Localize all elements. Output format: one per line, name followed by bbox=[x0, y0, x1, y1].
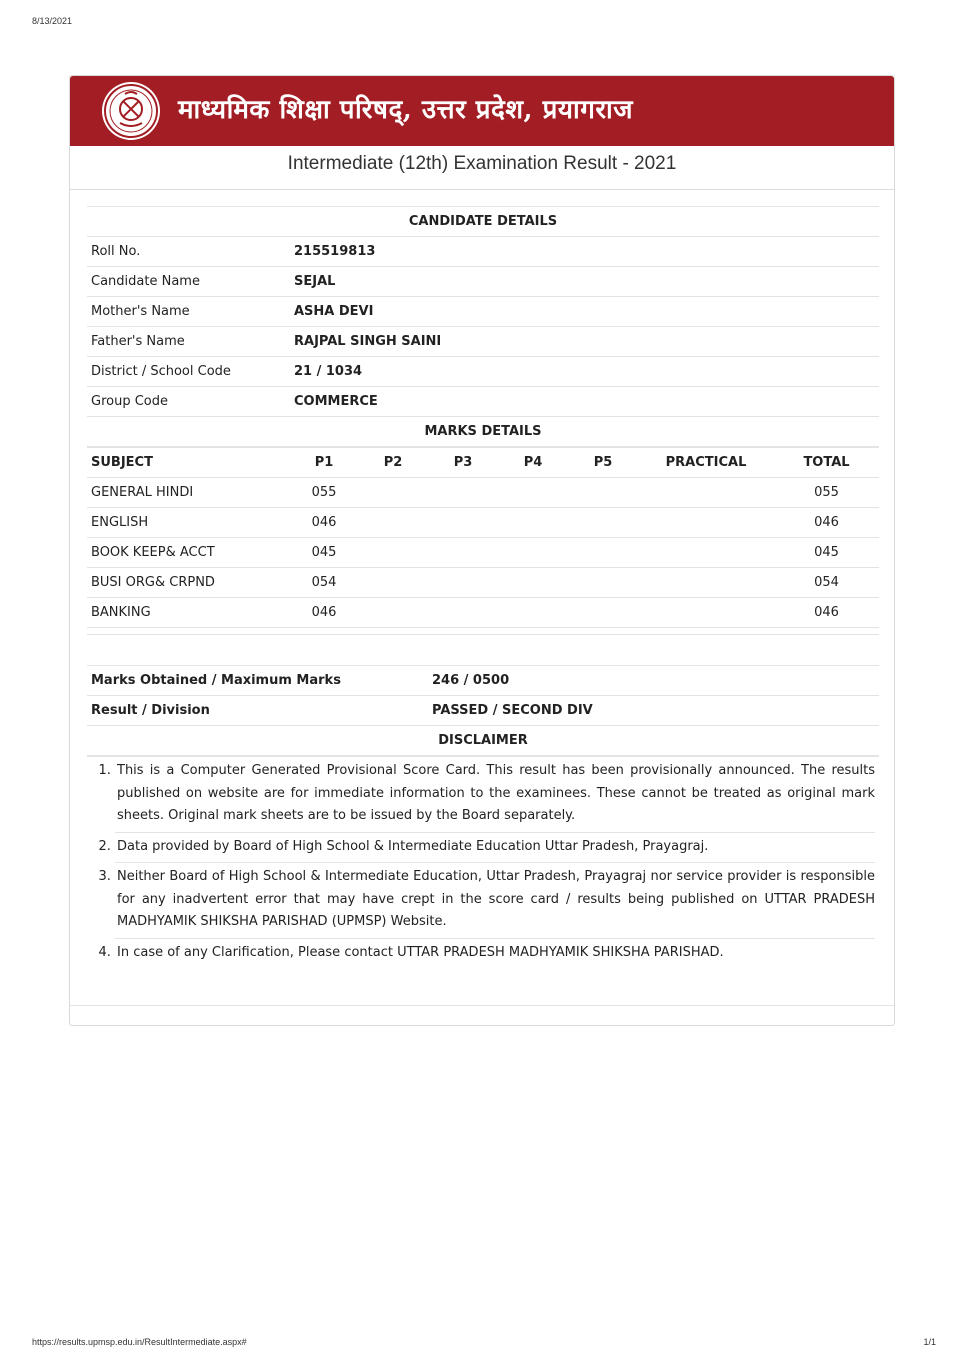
table-row bbox=[87, 508, 879, 538]
p2-cell bbox=[358, 538, 428, 568]
p3-cell bbox=[428, 478, 498, 508]
list-item: 1. This is a Computer Generated Provisional Score Card. This result has been provisionally announced. The results published on website are for immediate information to the examinees. These cannot be treated as original mark sheets. Original mark sheets are to be issued by the Board separately. bbox=[115, 757, 875, 833]
practical-cell bbox=[638, 598, 774, 628]
marks-obtained-value: 246 / 0500 bbox=[428, 666, 879, 696]
practical-cell bbox=[638, 478, 774, 508]
marks-obtained-row bbox=[87, 666, 879, 696]
p1-cell: 046 bbox=[290, 598, 358, 628]
result-value: PASSED / SECOND DIV bbox=[428, 696, 879, 726]
list-item: 2. Data provided by Board of High School & Intermediate Education Uttar Pradesh, Prayagraj. bbox=[115, 833, 875, 864]
candidate-name-label: Candidate Name bbox=[87, 267, 290, 297]
p1-cell: 045 bbox=[290, 538, 358, 568]
p4-cell bbox=[498, 478, 568, 508]
table-row bbox=[87, 478, 879, 508]
subject-cell: BANKING bbox=[87, 598, 290, 628]
summary-table bbox=[87, 666, 879, 726]
result-content bbox=[87, 206, 879, 968]
practical-cell bbox=[638, 568, 774, 598]
group-code-label: Group Code bbox=[87, 387, 290, 417]
detail-row bbox=[87, 387, 879, 417]
p1-cell: 046 bbox=[290, 508, 358, 538]
candidate-details-heading: CANDIDATE DETAILS bbox=[87, 207, 879, 237]
p2-cell bbox=[358, 568, 428, 598]
total-cell: 055 bbox=[774, 478, 879, 508]
col-p1: P1 bbox=[290, 448, 358, 478]
marks-details-heading: MARKS DETAILS bbox=[87, 417, 879, 447]
col-p4: P4 bbox=[498, 448, 568, 478]
divider bbox=[87, 634, 879, 666]
father-name-label: Father's Name bbox=[87, 327, 290, 357]
detail-row bbox=[87, 327, 879, 357]
col-subject: SUBJECT bbox=[87, 448, 290, 478]
detail-row bbox=[87, 357, 879, 387]
p5-cell bbox=[568, 508, 638, 538]
table-row bbox=[87, 568, 879, 598]
print-page-number: 1/1 bbox=[923, 1337, 936, 1347]
list-item: 3. Neither Board of High School & Intermediate Education, Uttar Pradesh, Prayagraj nor service provider is responsible for any inadvertent error that may have crept in the score card / results being published on UTTAR PRADESH MADHYAMIK SHIKSHA PARISHAD (UPMSP) Website. bbox=[115, 863, 875, 939]
col-practical: PRACTICAL bbox=[638, 448, 774, 478]
detail-row bbox=[87, 297, 879, 327]
table-row bbox=[87, 598, 879, 628]
p5-cell bbox=[568, 478, 638, 508]
practical-cell bbox=[638, 538, 774, 568]
result-label: Result / Division bbox=[87, 696, 428, 726]
p2-cell bbox=[358, 598, 428, 628]
total-cell: 046 bbox=[774, 598, 879, 628]
marks-header-row bbox=[87, 448, 879, 478]
col-total: TOTAL bbox=[774, 448, 879, 478]
p3-cell bbox=[428, 598, 498, 628]
p2-cell bbox=[358, 478, 428, 508]
col-p5: P5 bbox=[568, 448, 638, 478]
marks-obtained-label: Marks Obtained / Maximum Marks bbox=[87, 666, 428, 696]
p1-cell: 054 bbox=[290, 568, 358, 598]
up-state-emblem-icon bbox=[102, 82, 160, 140]
p4-cell bbox=[498, 568, 568, 598]
p4-cell bbox=[498, 598, 568, 628]
group-code-value: COMMERCE bbox=[290, 387, 879, 417]
subject-cell: GENERAL HINDI bbox=[87, 478, 290, 508]
disclaimer-list bbox=[87, 757, 879, 968]
practical-cell bbox=[638, 508, 774, 538]
p3-cell bbox=[428, 508, 498, 538]
col-p2: P2 bbox=[358, 448, 428, 478]
roll-no-value: 215519813 bbox=[290, 237, 879, 267]
detail-row bbox=[87, 237, 879, 267]
total-cell: 054 bbox=[774, 568, 879, 598]
total-cell: 046 bbox=[774, 508, 879, 538]
table-row bbox=[87, 538, 879, 568]
candidate-details-table bbox=[87, 206, 879, 447]
detail-row bbox=[87, 267, 879, 297]
p3-cell bbox=[428, 538, 498, 568]
mother-name-value: ASHA DEVI bbox=[290, 297, 879, 327]
subject-cell: BOOK KEEP& ACCT bbox=[87, 538, 290, 568]
candidate-name-value: SEJAL bbox=[290, 267, 879, 297]
board-banner bbox=[70, 76, 894, 146]
subject-cell: BUSI ORG& CRPND bbox=[87, 568, 290, 598]
marks-table bbox=[87, 447, 879, 628]
mother-name-label: Mother's Name bbox=[87, 297, 290, 327]
p5-cell bbox=[568, 538, 638, 568]
roll-no-label: Roll No. bbox=[87, 237, 290, 267]
father-name-value: RAJPAL SINGH SAINI bbox=[290, 327, 879, 357]
list-item: 4. In case of any Clarification, Please contact UTTAR PRADESH MADHYAMIK SHIKSHA PARISHAD. bbox=[115, 939, 875, 969]
school-code-value: 21 / 1034 bbox=[290, 357, 879, 387]
subject-cell: ENGLISH bbox=[87, 508, 290, 538]
p2-cell bbox=[358, 508, 428, 538]
print-date: 8/13/2021 bbox=[32, 16, 73, 26]
result-card bbox=[69, 75, 895, 1026]
p1-cell: 055 bbox=[290, 478, 358, 508]
school-code-label: District / School Code bbox=[87, 357, 290, 387]
total-cell: 045 bbox=[774, 538, 879, 568]
exam-title: Intermediate (12th) Examination Result - 2021 bbox=[70, 146, 894, 190]
disclaimer-heading: DISCLAIMER bbox=[87, 726, 879, 757]
p5-cell bbox=[568, 568, 638, 598]
p4-cell bbox=[498, 538, 568, 568]
p3-cell bbox=[428, 568, 498, 598]
p5-cell bbox=[568, 598, 638, 628]
p4-cell bbox=[498, 508, 568, 538]
col-p3: P3 bbox=[428, 448, 498, 478]
result-row bbox=[87, 696, 879, 726]
print-url: https://results.upmsp.edu.in/ResultIntermediate.aspx# bbox=[32, 1337, 247, 1347]
card-footer-divider bbox=[70, 1005, 894, 1006]
board-name: माध्यमिक शिक्षा परिषद्, उत्तर प्रदेश, प्रयागराज bbox=[178, 95, 634, 125]
